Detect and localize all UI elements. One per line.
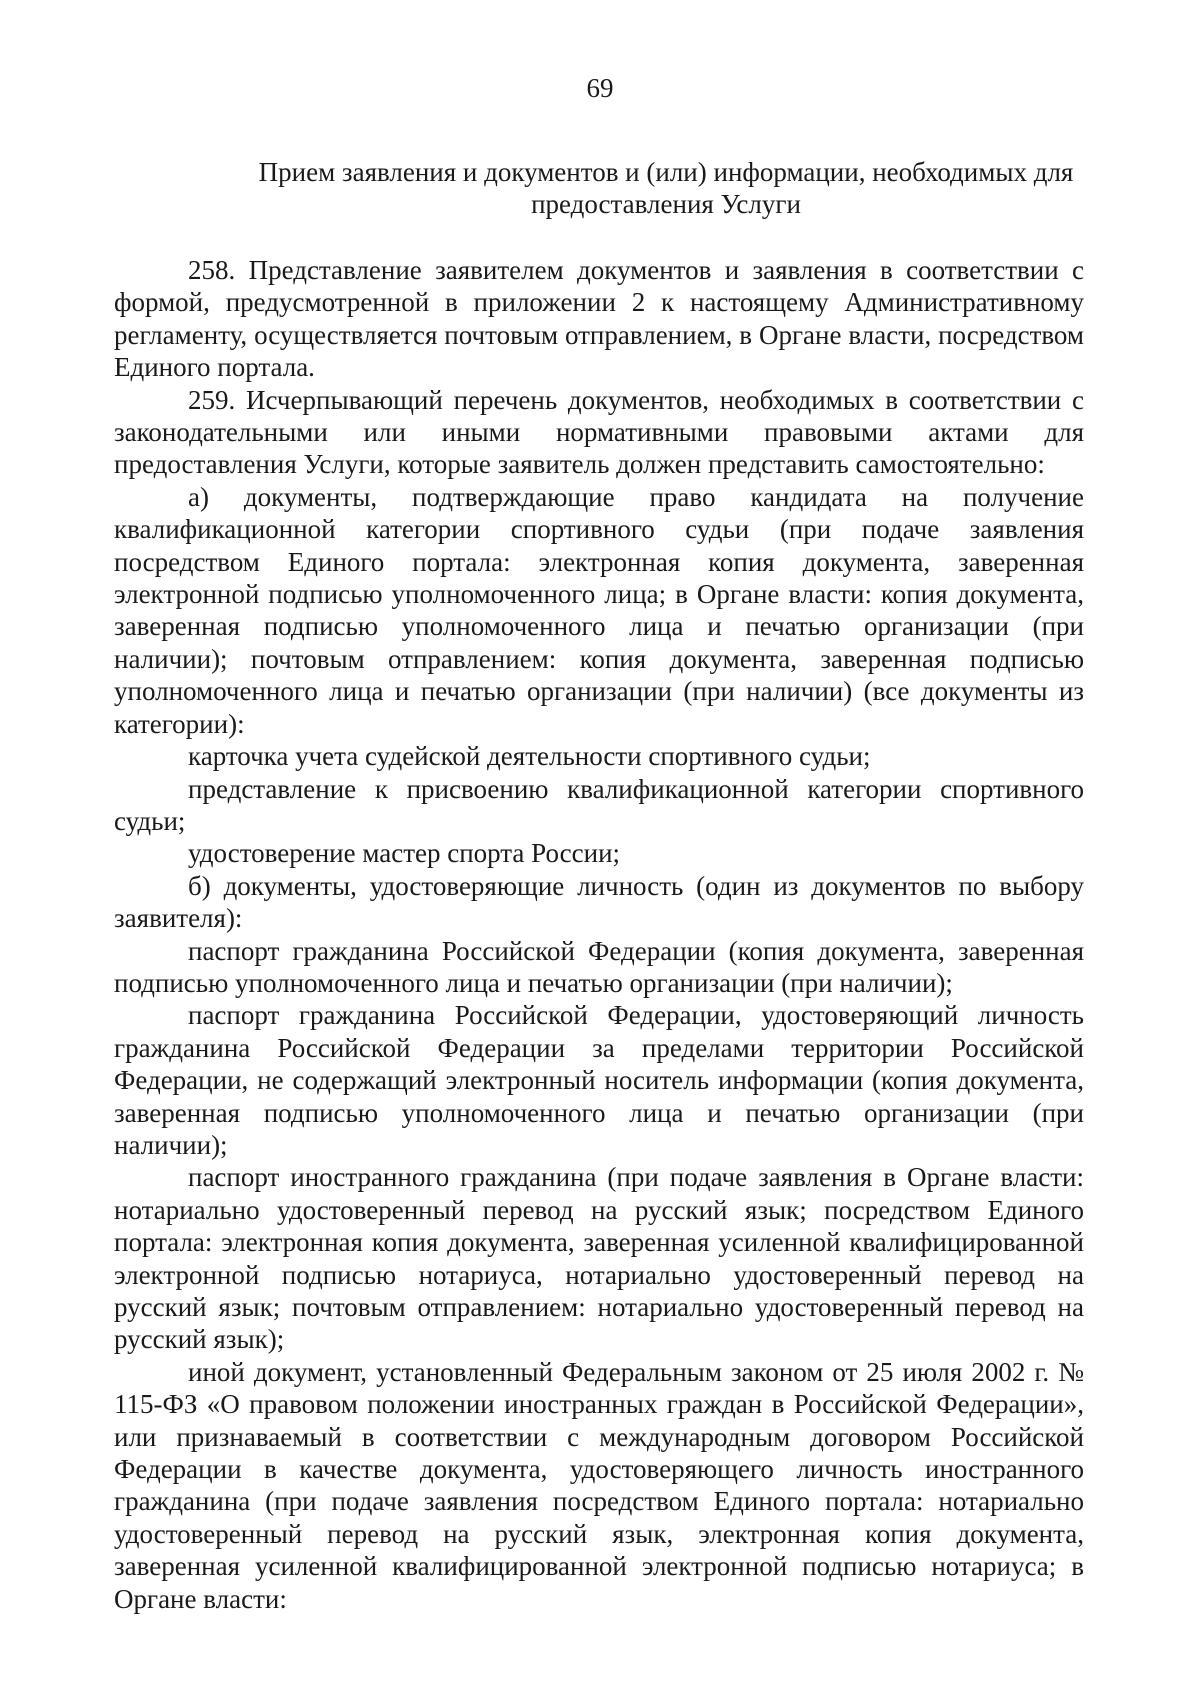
page-number: 69 <box>586 73 614 103</box>
paragraph-item-a: а) документы, подтверждающие право кандидата на получение квалификационной категории спортивного судьи (при подаче заявления посредством Единого портала: электронная копия документа, заверенная электронной подписью уполномоченного лица; в Органе власти: копия документа, заверенная подписью уполномоченного лица и печатью организации (при наличии); почтовым отправлением: копия документа, заверенная подписью уполномоченного лица и печатью организации (при наличии) (все документы из категории): <box>114 481 1084 739</box>
paragraph-258: 258. Представление заявителем документов и заявления в соответствии с формой, предусмотренной в приложении 2 к настоящему Административному регламенту, осуществляется почтовым отправлением, в Органе власти, посредством Единого портала. <box>114 255 1084 383</box>
section-heading: Прием заявления и документов и (или) информации, необходимых для предоставления Услуги <box>258 157 1074 219</box>
paragraph-259: 259. Исчерпывающий перечень документов, необходимых в соответствии с законодательными или иными нормативными правовыми актами для предоставления Услуги, которые заявитель должен представить самостоятельно: <box>114 384 1084 480</box>
list-item: паспорт гражданина Российской Федерации, удостоверяющий личность гражданина Российской Федерации за пределами территории Российской Федерации, не содержащий электронный носитель информации (копия документа, заверенная подписью уполномоченного лица и печатью организации (при наличии); <box>114 1000 1084 1160</box>
list-item: представление к присвоению квалификационной категории спортивного судьи; <box>114 773 1084 836</box>
document-body <box>114 254 1084 1615</box>
list-item: удостоверение мастер спорта России; <box>188 838 621 869</box>
list-item: карточка учета судейской деятельности спортивного судьи; <box>188 741 871 772</box>
list-item: паспорт иностранного гражданина (при подаче заявления в Органе власти: нотариально удостоверенный перевод на русский язык; посредством Единого портала: электронная копия документа, заверенная усиленной квалифицированной электронной подписью нотариуса, нотариально удостоверенный перевод на русский язык; почтовым отправлением: нотариально удостоверенный перевод на русский язык); <box>114 1162 1084 1355</box>
list-item: иной документ, установленный Федеральным законом от 25 июля 2002 г. № 115-ФЗ «О правовом положении иностранных граждан в Российской Федерации», или признаваемый в соответствии с международным договором Российской Федерации в качестве документа, удостоверяющего личность иностранного гражданина (при подаче заявления посредством Единого портала: нотариально удостоверенный перевод на русский язык, электронная копия документа, заверенная усиленной квалифицированной электронной подписью нотариуса; в Органе власти: <box>114 1356 1084 1614</box>
list-item: паспорт гражданина Российской Федерации (копия документа, заверенная подписью уполномоченного лица и печатью организации (при наличии); <box>114 935 1084 998</box>
paragraph-item-b: б) документы, удостоверяющие личность (один из документов по выбору заявителя): <box>114 870 1084 934</box>
